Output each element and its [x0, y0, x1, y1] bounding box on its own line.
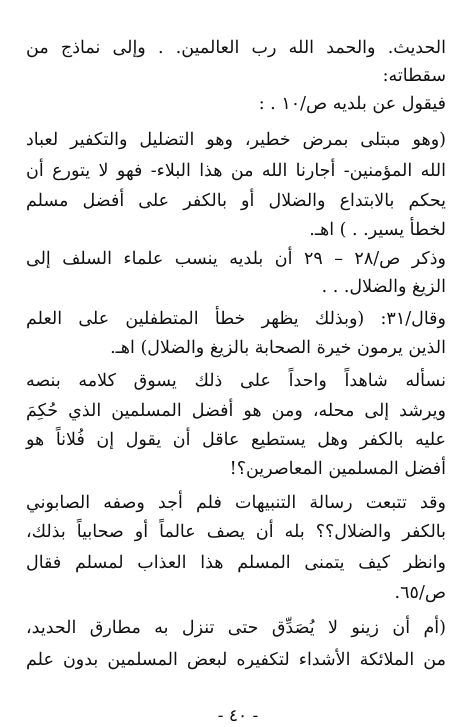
- text-line: نسأله شاهداً واحداً على ذلك يسوق كلامه بنصه: [26, 371, 446, 391]
- text-line: الذين يرمون خيرة الصحابة بالزيغ والضلال) اهـ.: [110, 338, 446, 358]
- text-line: وقد تتبعت رسالة التنبيهات فلم أجد وصفه الصابوني: [26, 493, 446, 513]
- text-line: لخطأ يسير. . ) اهـ.: [309, 220, 446, 240]
- text-line: (أم أن زينو لا يُصَدِّق حتى تنزل به مطارق الحديد،: [26, 618, 446, 638]
- text-line: يحكم بالابتداع والضلال أو بالكفر على أفضل مسلم: [26, 191, 446, 211]
- text-line: الله المؤمنين- أجارنا الله من هذا البلاء- فهو لا يتورع أن: [26, 161, 446, 181]
- text-line: وقال/٣١: (وبذلك يظهر خطأ المتطفلين على العلم: [26, 309, 446, 329]
- text-line: وانظر كيف يتمنى المسلم هذا العذاب لمسلم فقال: [26, 553, 446, 573]
- text-line: بالكفر والضلال؟؟ بله أن يصف عالماً أو صحابياً بذلك،: [26, 522, 446, 542]
- text-line: أفضل المسلمين المعاصرين؟!: [229, 459, 446, 479]
- text-line: عليه بالكفر وهل يستطيع عاقل أن يقول إن فُلاناً هو: [26, 430, 446, 450]
- text-line: وذكر ص/٢٨ – ٢٩ أن بلديه ينسب علماء السلف إلى: [26, 249, 446, 269]
- page-number: - ٤٠ -: [217, 706, 259, 726]
- text-line: الحديث. والحمد الله رب العالمين. . وإلى نماذج من: [26, 38, 446, 58]
- text-line: (وهو مبتلى بمرض خطير، وهو التضليل والتكفير لعباد: [26, 130, 446, 150]
- text-line: فيقول عن بلديه ص/١٠ . :: [258, 94, 446, 114]
- text-line: من الملائكة الأشداء لتكفيره لبعض المسلمين بدون علم: [26, 650, 446, 670]
- text-line: ويرشد إلى محله، ومن هو أفضل المسلمين الذي حُكِمَ: [26, 401, 446, 421]
- text-line: الزيغ والضلال. . .: [321, 277, 446, 297]
- text-line: ص/٦٥.: [394, 583, 446, 603]
- text-line: سقطاته:: [382, 66, 446, 86]
